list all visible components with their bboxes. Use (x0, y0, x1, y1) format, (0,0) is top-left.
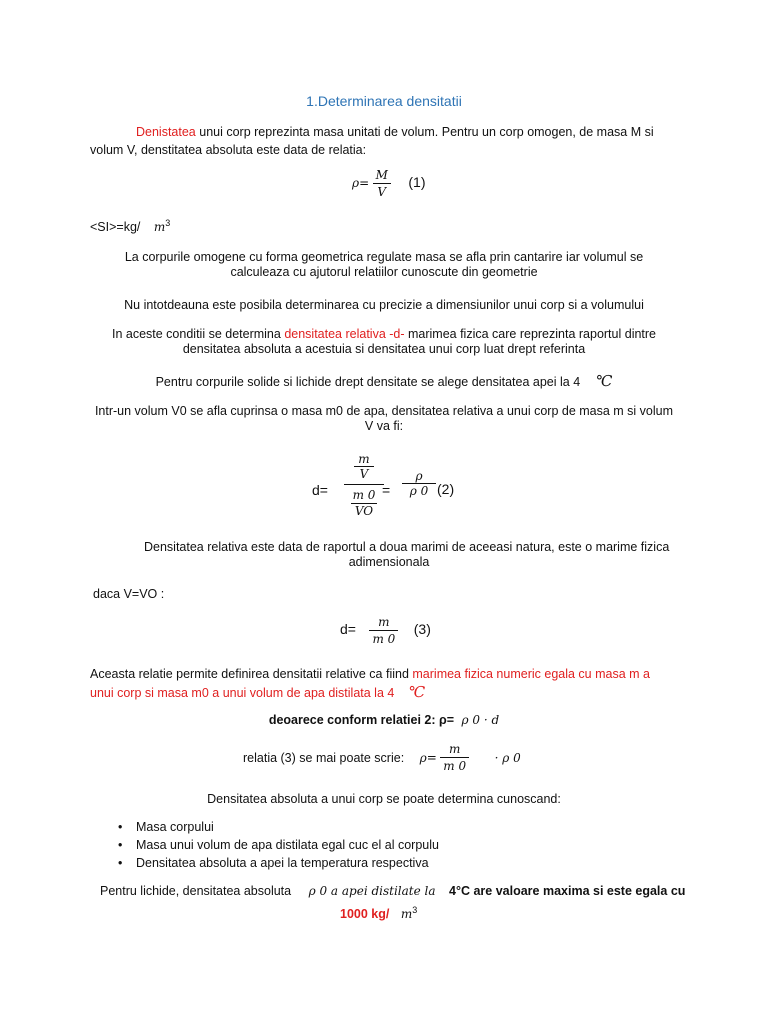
water-density-value: 1000 kg/ $m^3$ (340, 905, 418, 922)
equation-label: (3) (413, 620, 431, 637)
paragraph-liquids: Pentru lichide, densitatea absoluta ρ 0 a apei distilate la 4°C are valoare maxima si este egala cu (100, 884, 686, 898)
si-unit-line: <SI>=kg/ $m^3$ (90, 218, 171, 235)
definition-line2: volum V, denstitatea absoluta este data de relatia: (90, 143, 367, 157)
fraction-m-over-m0: $\frac{m}{m 0}$ (369, 615, 398, 646)
equation-3: d= $\frac{m}{m 0}$ (3) (340, 615, 431, 646)
list-item: • Masa corpului (110, 818, 439, 836)
equation-1: ρ= $\frac{M}{V}$ (1) (352, 168, 426, 199)
paragraph-relative-density: In aceste conditii se determina densitatea relativa -d- marimea fizica care reprezinta raportul dintre densitatea absoluta a acestuia si densitatea unui corp luat drept referinta (111, 327, 657, 356)
paragraph-definition (136, 125, 756, 139)
list-item: • Masa unui volum de apa distilata egal cuc el al corpulu (110, 836, 439, 854)
fraction-rho-over-rho0: ρ ρ 0 (402, 469, 436, 498)
equation-label: (2) (437, 481, 455, 497)
paragraph-adimensional: Densitatea relativa este data de raportul a doua marimi de aceeasi natura, este o marime fizica adimensionala (144, 540, 670, 569)
paragraph-volume-v0: Intr-un volum V0 se afla cuprinsa o masa m0 de apa, densitatea relativa a unui corp de masa m si volum V va fi: (94, 404, 674, 433)
term-densitatea: Denistatea (136, 125, 196, 139)
condition-v-equals-v0: daca V=VO : (93, 587, 165, 601)
paragraph-regular-bodies: La corpurile omogene cu forma geometrica regulate masa se afla prin cantarire iar volumul se calculeaza cu ajutorul relatiilor cunoscute din geometrie (124, 250, 644, 279)
requirements-list (110, 818, 439, 872)
paragraph-determination: Densitatea absoluta a unui corp se poate determina cunoscand: (207, 792, 561, 806)
list-item: • Densitatea absoluta a apei la temperatura respectiva (110, 854, 439, 872)
paragraph-definition-relative: Aceasta relatie permite definirea densitatii relative ca fiind marimea fizica numeric egala cu masa m a unui corp si masa m0 a unui volum de apa distilata la 4 ℃ (90, 667, 650, 701)
paragraph-water-reference: Pentru corpurile solide si lichide drept densitate se alege densitatea apei la 4 ℃ (155, 372, 613, 390)
fraction-m-over-v: $\frac{M}{V}$ (373, 168, 391, 199)
relation-3-rewritten: relatia (3) se mai poate scrie: ρ= $\frac{m}{m 0}$ · ρ 0 (243, 742, 521, 773)
page-title: 1.Determinarea densitatii (306, 93, 462, 109)
paragraph-precision: Nu intotdeauna este posibila determinarea cu precizie a dimensiunilor unui corp si a volumului (124, 298, 644, 312)
relation-rho: deoarece conform relatiei 2: ρ= ρ 0 · d (268, 713, 500, 727)
definition-text: unui corp reprezinta masa unitati de volum. Pentru un corp omogen, de masa M si (195, 125, 654, 139)
compound-fraction: m V m 0 VO (344, 452, 384, 518)
fraction-m-over-m0: $\frac{m}{m 0}$ (440, 742, 469, 773)
equation-label: (1) (408, 173, 426, 190)
